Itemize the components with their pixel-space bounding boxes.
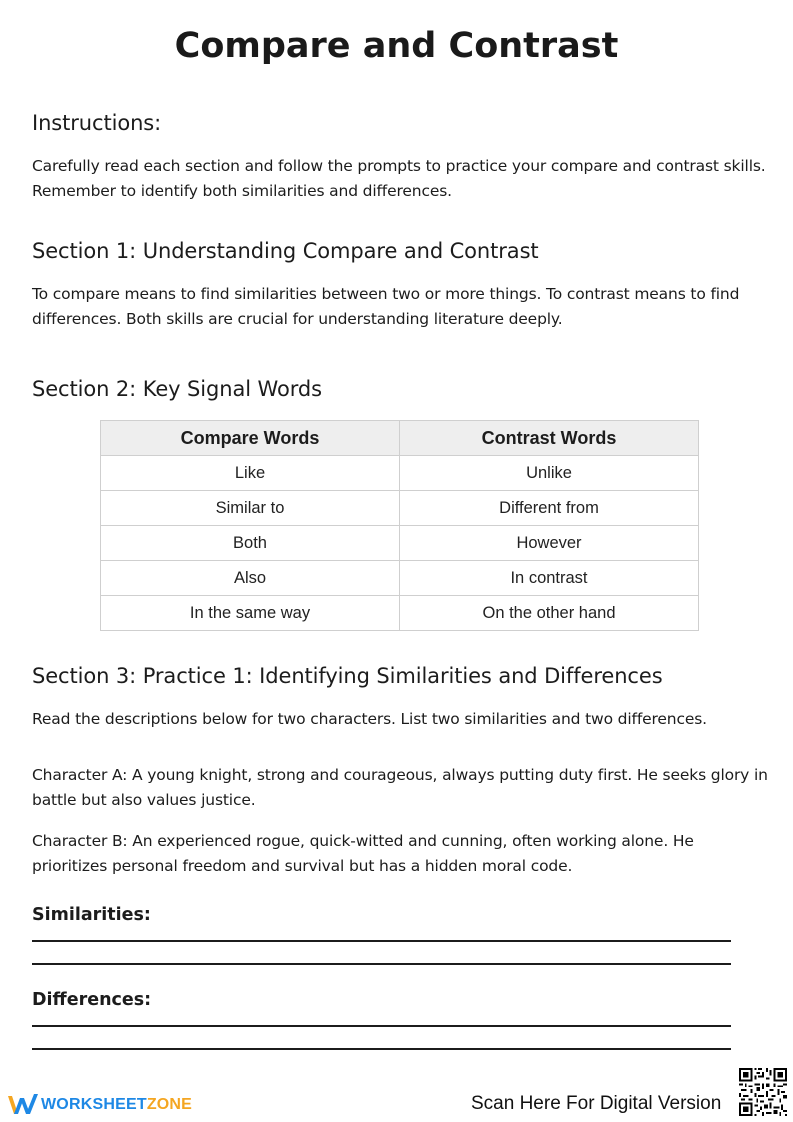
differences-answer-line-2[interactable]	[32, 1048, 731, 1050]
contrast-word-cell: However	[400, 526, 699, 561]
column-header-contrast: Contrast Words	[400, 421, 699, 456]
character-a-description: Character A: A young knight, strong and courageous, always putting duty first. He seeks glory in battle but also values justice.	[32, 766, 768, 809]
similarities-answer-line-2[interactable]	[32, 963, 731, 965]
table-header-row	[101, 421, 699, 456]
section1-heading: Section 1: Understanding Compare and Contrast	[32, 239, 539, 263]
differences-label: Differences:	[32, 990, 152, 1010]
section3-heading: Section 3: Practice 1: Identifying Similarities and Differences	[32, 664, 663, 688]
logo-word-worksheet: WORKSHEET	[41, 1096, 147, 1113]
contrast-word-cell: Different from	[400, 491, 699, 526]
table-row	[101, 456, 699, 491]
section1-text: To compare means to find similarities between two or more things. To contrast means to find differences. Both skills are crucial for understanding literature deeply.	[32, 285, 740, 328]
table-row	[101, 526, 699, 561]
qr-code-icon[interactable]	[739, 1068, 787, 1116]
contrast-word-cell: In contrast	[400, 561, 699, 596]
contrast-word-cell: Unlike	[400, 456, 699, 491]
table-row	[101, 561, 699, 596]
compare-word-cell: Both	[101, 526, 400, 561]
section2-heading: Section 2: Key Signal Words	[32, 377, 322, 401]
logo-w-icon	[7, 1092, 39, 1118]
logo-wordmark	[41, 1096, 192, 1114]
similarities-label: Similarities:	[32, 905, 151, 925]
scan-here-text: Scan Here For Digital Version	[471, 1093, 722, 1114]
logo-word-zone: ZONE	[146, 1096, 193, 1113]
contrast-word-cell: On the other hand	[400, 596, 699, 631]
table-row	[101, 491, 699, 526]
table-row	[101, 596, 699, 631]
compare-word-cell: Like	[101, 456, 400, 491]
compare-word-cell: In the same way	[101, 596, 400, 631]
worksheet-zone-logo	[7, 1091, 207, 1119]
signal-words-table	[100, 420, 699, 631]
compare-word-cell: Similar to	[101, 491, 400, 526]
section3-prompt: Read the descriptions below for two characters. List two similarities and two differences.	[32, 710, 707, 728]
similarities-answer-line-1[interactable]	[32, 940, 731, 942]
compare-word-cell: Also	[101, 561, 400, 596]
column-header-compare: Compare Words	[101, 421, 400, 456]
character-b-description: Character B: An experienced rogue, quick-witted and cunning, often working alone. He prioritizes personal freedom and survival but has a hidden moral code.	[32, 832, 694, 875]
differences-answer-line-1[interactable]	[32, 1025, 731, 1027]
page-title: Compare and Contrast	[174, 26, 619, 66]
instructions-heading: Instructions:	[32, 111, 162, 135]
instructions-text: Carefully read each section and follow the prompts to practice your compare and contrast skills. Remember to identify both similarities and differences.	[32, 157, 766, 200]
